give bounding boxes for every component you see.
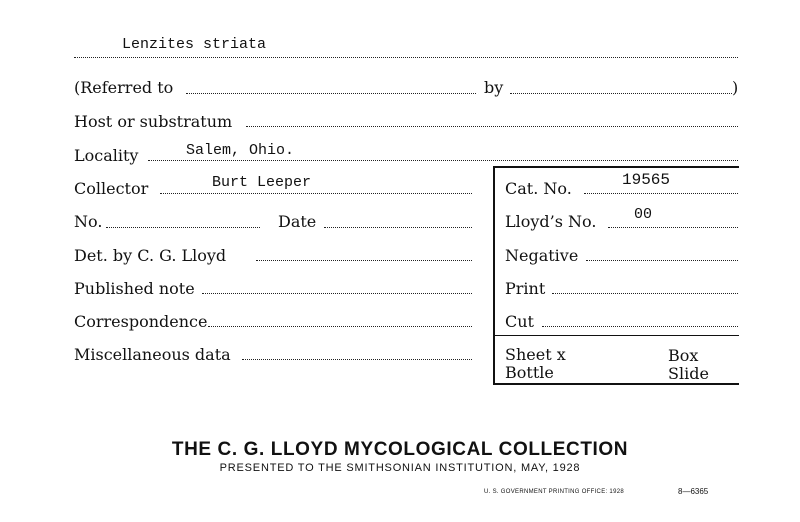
locality-label: Locality (74, 146, 139, 165)
det-by-line (256, 260, 472, 261)
host-line (246, 126, 738, 127)
cut-line (542, 326, 738, 327)
no-label: No. (74, 212, 103, 231)
close-paren: ) (732, 78, 739, 97)
print-office-note: U. S. GOVERNMENT PRINTING OFFICE: 1928 (484, 489, 624, 495)
negative-line (586, 260, 738, 261)
referred-to-line (186, 93, 476, 94)
referred-to-label: (Referred to (74, 78, 174, 97)
specimen-name: Lenzites striata (122, 36, 267, 53)
cat-no-label: Cat. No. (505, 179, 572, 198)
box-label: Box (668, 346, 699, 365)
form-number: 8—6365 (678, 487, 709, 496)
locality-value: Salem, Ohio. (186, 142, 295, 159)
collector-label: Collector (74, 179, 149, 198)
print-line (552, 293, 738, 294)
lloyds-no-value: 00 (634, 206, 653, 223)
date-line (324, 227, 472, 228)
cat-no-value: 19565 (622, 171, 671, 189)
catalog-box-top (493, 166, 739, 168)
print-label: Print (505, 279, 546, 298)
by-line (510, 93, 732, 94)
collection-subtitle: PRESENTED TO THE SMITHSONIAN INSTITUTION, MAY, 1928 (219, 462, 581, 474)
host-label: Host or substratum (74, 112, 233, 131)
sheet-label: Sheet x (505, 345, 566, 364)
catalog-box-divider (493, 335, 739, 336)
negative-label: Negative (505, 246, 579, 265)
misc-label: Miscellaneous data (74, 345, 231, 364)
by-label: by (484, 78, 504, 97)
collection-title: THE C. G. LLOYD MYCOLOGICAL COLLECTION (171, 439, 629, 460)
catalog-box-bottom (493, 383, 739, 385)
slide-label: Slide (668, 364, 709, 383)
bottle-label: Bottle (505, 363, 554, 382)
locality-line (148, 160, 738, 161)
misc-line (242, 359, 472, 360)
lloyds-no-line (608, 227, 738, 228)
collector-line (160, 193, 472, 194)
catalog-box-left (493, 166, 495, 384)
published-note-line (202, 293, 472, 294)
no-line (106, 227, 260, 228)
cat-no-line (584, 193, 738, 194)
published-note-label: Published note (74, 279, 195, 298)
lloyds-no-label: Lloyd’s No. (505, 212, 597, 231)
specimen-name-line (74, 57, 738, 58)
det-by-label: Det. by C. G. Lloyd (74, 246, 227, 265)
correspondence-line (208, 326, 472, 327)
collector-value: Burt Leeper (212, 174, 312, 191)
date-label: Date (278, 212, 317, 231)
correspondence-label: Correspondence (74, 312, 208, 331)
cut-label: Cut (505, 312, 534, 331)
